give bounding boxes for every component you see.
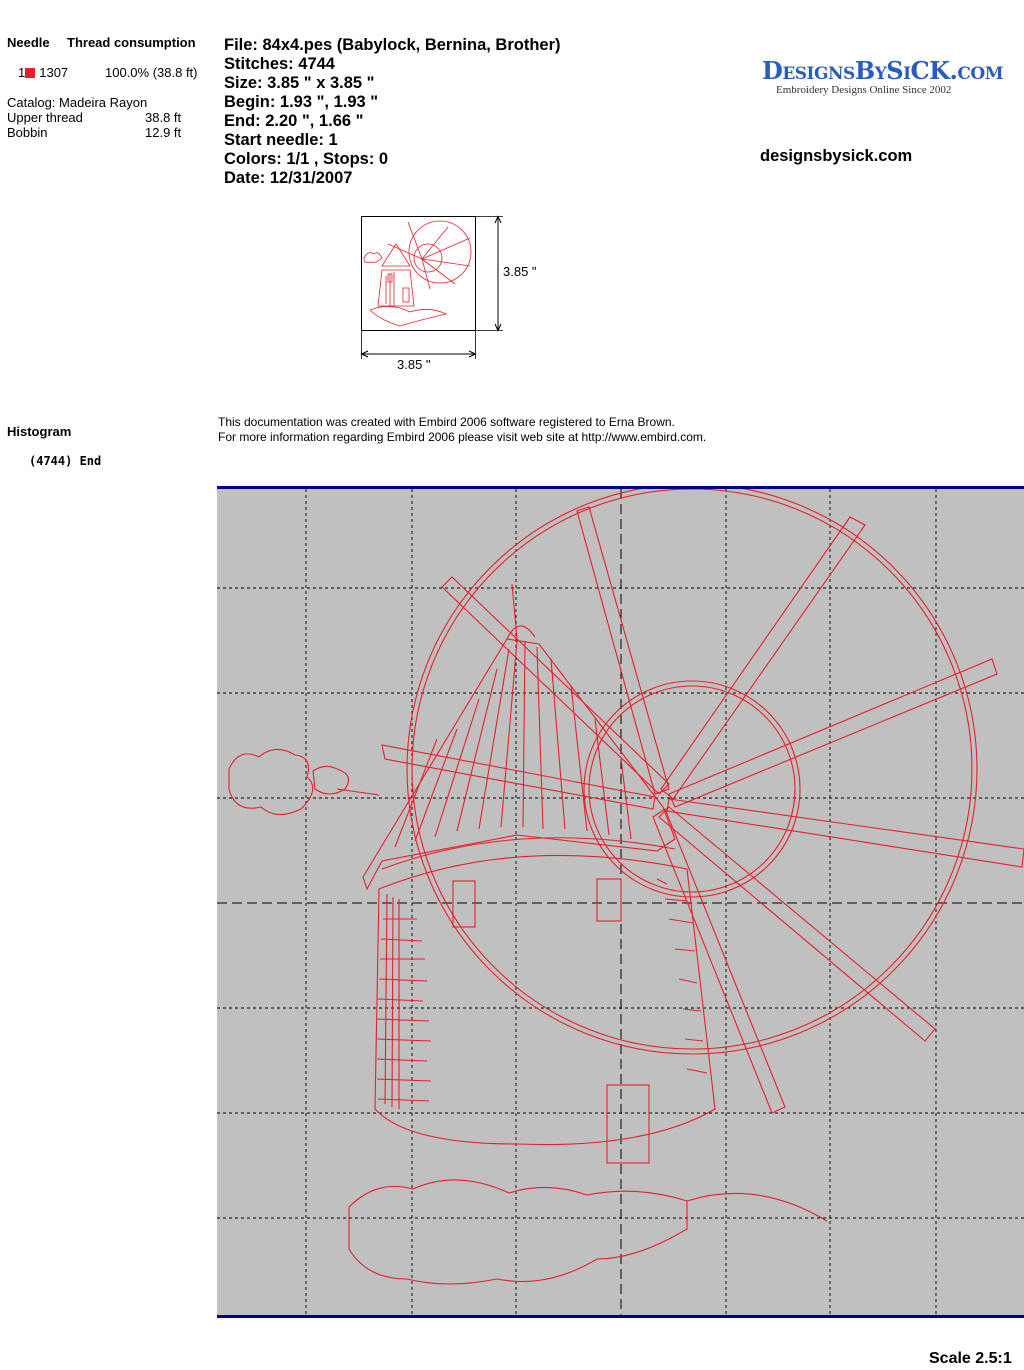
thumbnail-drawing (360, 214, 560, 374)
thread-color-swatch (25, 68, 35, 78)
software-note-line-2: For more information regarding Embird 2006 please visit web site at http://www.embird.com. (218, 429, 707, 444)
needle-number: 1 (18, 65, 26, 80)
thread-consumption-value: 100.0% (38.8 ft) (105, 65, 198, 80)
upper-thread-value: 38.8 ft (145, 110, 182, 125)
colors-info: Colors: 1/1 , Stops: 0 (224, 150, 389, 168)
software-note (218, 415, 706, 444)
design-canvas (217, 486, 1024, 1318)
histogram-title: Histogram (7, 424, 72, 439)
brand-logo (762, 56, 1004, 104)
software-note-line-1: This documentation was created with Embird 2006 software registered to Erna Brown. (218, 415, 675, 429)
begin-info: Begin: 1.93 ", 1.93 " (224, 93, 379, 111)
size-info: Size: 3.85 " x 3.85 " (224, 74, 375, 92)
upper-thread-label: Upper thread (7, 110, 83, 125)
needle-header: Needle (7, 35, 50, 50)
windmill-embroidery (229, 489, 1024, 1284)
logo-main-text: DesignsBySiCK.com (762, 56, 1004, 85)
design-thumbnail (360, 214, 560, 374)
catalog-label: Catalog: Madeira Rayon (7, 95, 148, 110)
bobbin-value: 12.9 ft (145, 125, 182, 140)
end-info: End: 2.20 ", 1.66 " (224, 112, 364, 130)
thread-consumption-header: Thread consumption (67, 35, 196, 50)
file-info (224, 36, 561, 188)
date-info: Date: 12/31/2007 (224, 169, 353, 187)
file-name: File: 84x4.pes (Babylock, Bernina, Brother) (224, 36, 561, 54)
stitch-count: 1307 (39, 65, 69, 80)
logo-tagline: Embroidery Designs Online Since 2002 (776, 84, 952, 96)
stitches-info: Stitches: 4744 (224, 55, 335, 73)
thumbnail-height-label: 3.85 " (503, 264, 537, 279)
scale-label: Scale 2.5:1 (929, 1350, 1012, 1367)
website-link[interactable]: designsbysick.com (760, 147, 913, 165)
start-needle-info: Start needle: 1 (224, 131, 338, 149)
histogram-entry: (4744) End (29, 454, 102, 468)
thread-row (18, 65, 68, 80)
design-drawing (217, 489, 1024, 1315)
bobbin-label: Bobbin (7, 125, 48, 140)
thumbnail-width-label: 3.85 " (397, 357, 431, 372)
